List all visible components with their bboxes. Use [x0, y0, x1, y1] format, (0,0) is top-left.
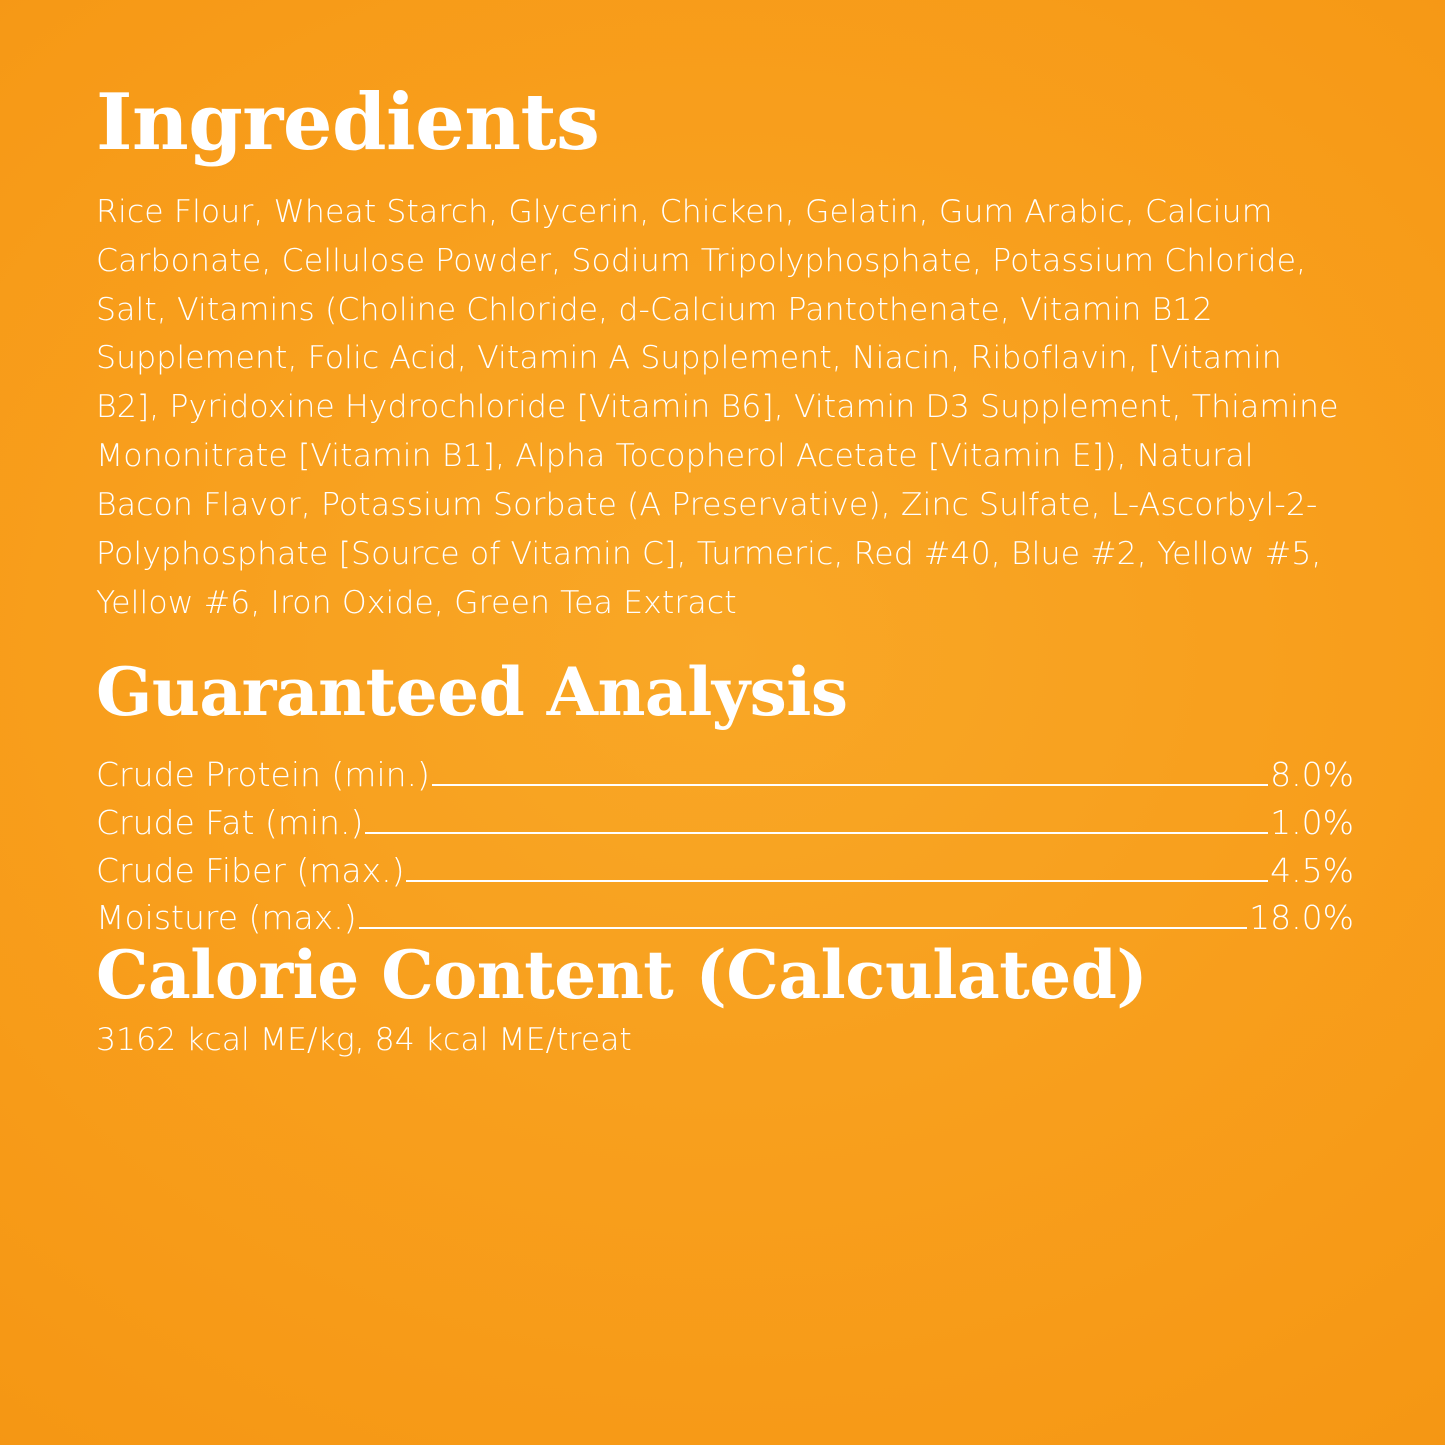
nutrient-label: Crude Fiber (max.) [96, 850, 405, 890]
calorie-content-text: 3162 kcal ME/kg, 84 kcal ME/treat [96, 1022, 632, 1059]
nutrient-label: Crude Fat (min.) [96, 802, 364, 842]
leader-line [359, 927, 1248, 929]
ingredients-heading: Ingredients [96, 77, 600, 168]
nutrient-label: Crude Protein (min.) [96, 754, 430, 794]
leader-line [432, 784, 1268, 786]
nutrient-value: 4.5% [1270, 850, 1354, 890]
table-row [96, 847, 1354, 895]
leader-line [365, 832, 1268, 834]
nutrient-value: 18.0% [1249, 898, 1354, 938]
ingredients-text: Rice Flour, Wheat Starch, Glycerin, Chicken, Gelatin, Gum Arabic, Calcium Carbonate, Cellulose Powder, Sodium Tripolyphosphate, Potassium Chloride, Salt, Vitamins (Choline Chloride, d-Calcium Pantothenate, Vitamin B12 Supplement, Folic Acid, Vitamin A Supplement, Niacin, Riboflavin, [Vitamin B2], Pyridoxine Hydrochloride [Vitamin B6], Vitamin D3 Supplement, Thiamine Mononitrate [Vitamin B1], Alpha Tocopherol Acetate [Vitamin E]), Natural Bacon Flavor, Potassium Sorbate (A Preservative), Zinc Sulfate, L-Ascorbyl-2-Polyphosphate [Source of Vitamin C], Turmeric, Red #40, Blue #2, Yellow #5, Yellow #6, Iron Oxide, Green Tea Extract [96, 194, 1339, 621]
table-row [96, 799, 1354, 847]
leader-line [406, 880, 1268, 882]
table-row [96, 751, 1354, 799]
nutrient-value: 8.0% [1270, 754, 1354, 794]
nutrient-label: Moisture (max.) [96, 898, 357, 938]
guaranteed-analysis-heading: Guaranteed Analysis [96, 652, 848, 731]
table-row [96, 894, 1354, 942]
nutrient-value: 1.0% [1270, 802, 1354, 842]
guaranteed-analysis-table [96, 751, 1354, 942]
calorie-content-heading: Calorie Content (Calculated) [96, 936, 1148, 1015]
